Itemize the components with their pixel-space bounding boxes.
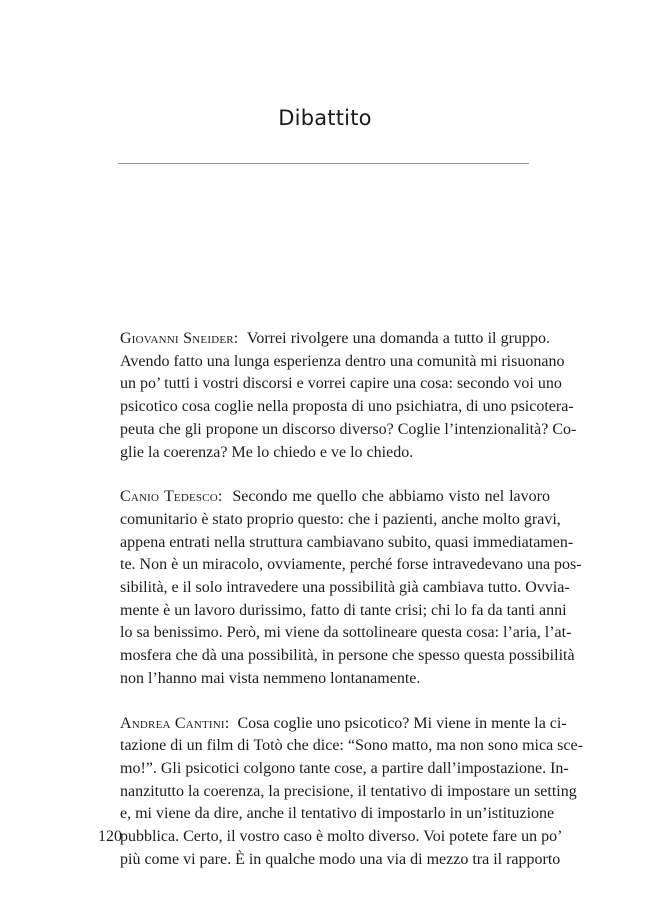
paragraph-line: pubblica. Certo, il vostro caso è molto diverso. Voi potete fare un po’ — [120, 828, 563, 846]
paragraph-line: mosfera che dà una possibilità, in persone che spesso questa possibilità — [120, 647, 575, 665]
paragraph-tedesco — [98, 486, 582, 690]
page-number: 120 — [98, 828, 122, 845]
speaker-name: Andrea Cantini: — [120, 714, 230, 732]
paragraph-line — [98, 713, 567, 736]
line-text: Cosa coglie uno psicotico? Mi viene in mente la ci- — [237, 714, 567, 732]
title-divider — [118, 163, 529, 164]
paragraph-line: appena entrati nella struttura cambiavano subito, quasi immediatamen- — [120, 533, 574, 551]
paragraph-line: lo sa benissimo. Però, mi viene da sottolineare questa cosa: l’aria, l’at- — [120, 624, 572, 642]
paragraph-line: tazione di un film di Totò che dice: “Sono matto, ma non sono mica sce- — [120, 737, 583, 755]
debate-body — [98, 328, 583, 893]
speaker-name: Canio Tedesco: — [120, 488, 223, 506]
paragraph-line: sibilità, e il solo intravedere una possibilità già cambiava tutto. Ovvia- — [120, 579, 570, 597]
paragraph-line: peuta che gli propone un discorso diverso? Coglie l’intenzionalità? Co- — [120, 420, 577, 438]
line-text: Secondo me quello che abbiamo visto nel lavoro — [232, 488, 550, 506]
paragraph-line: e, mi viene da dire, anche il tentativo di impostarlo in un’istituzione — [120, 805, 555, 823]
paragraph-line: mo!”. Gli psicotici colgono tante cose, a partire dall’impostazione. In- — [120, 759, 569, 777]
paragraph-line — [98, 328, 550, 351]
paragraph-line — [98, 486, 550, 509]
paragraph-line: comunitario è stato proprio questo: che i pazienti, anche molto gravi, — [120, 510, 561, 528]
paragraph-line: glie la coerenza? Me lo chiedo e ve lo chiedo. — [120, 443, 414, 461]
paragraph-cantini — [98, 713, 583, 872]
paragraph-line: più come vi pare. È in qualche modo una via di mezzo tra il rapporto — [120, 850, 561, 868]
paragraph-line: psicotico cosa coglie nella proposta di uno psichiatra, di uno psicotera- — [120, 398, 574, 416]
paragraph-line: un po’ tutti i vostri discorsi e vorrei capire una cosa: secondo voi uno — [120, 375, 562, 393]
speaker-name: Giovanni Sneider: — [120, 330, 239, 347]
paragraph-line: te. Non è un miracolo, ovviamente, perché forse intravedevano una pos- — [120, 556, 582, 574]
paragraph-line: Avendo fatto una lunga esperienza dentro una comunità mi risuonano — [120, 352, 565, 370]
line-text: Vorrei rivolgere una domanda a tutto il gruppo. — [246, 330, 550, 347]
paragraph-sneider — [98, 328, 577, 464]
paragraph-line: mente è un lavoro durissimo, fatto di tante crisi; chi lo fa da tanti anni — [120, 601, 567, 619]
page-title: Dibattito — [278, 106, 372, 130]
paragraph-line: nanzitutto la coerenza, la precisione, il tentativo di impostare un setting — [120, 782, 577, 800]
paragraph-line: non l’hanno mai vista nemmeno lontanamente. — [120, 669, 421, 687]
